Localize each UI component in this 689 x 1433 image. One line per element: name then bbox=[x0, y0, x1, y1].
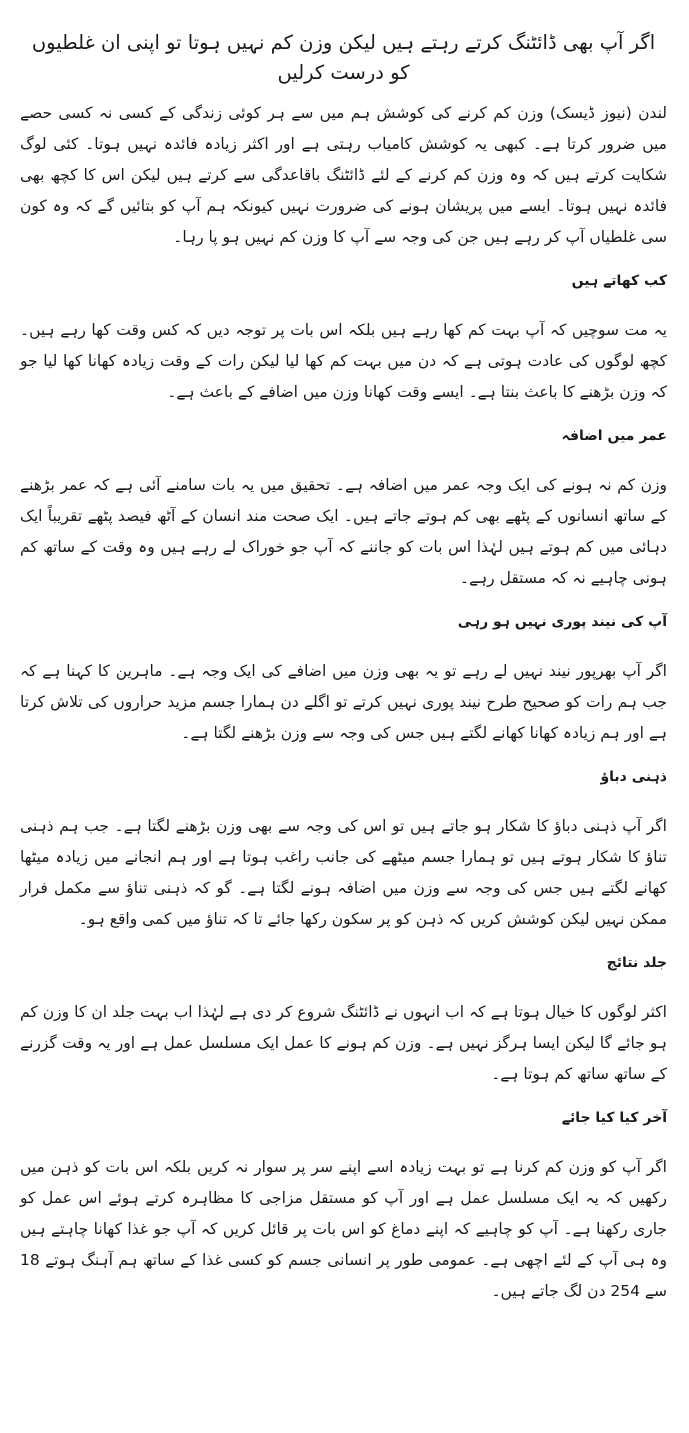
section-body-sleep: اگر آپ بھرپور نیند نہیں لے رہے تو یہ بھی وزن میں اضافے کی ایک وجہ ہے۔ ماہرین کا کہنا ہے کہ جب ہم رات کو صحیح طرح نیند پوری نہیں کرتے تو اگلے دن ہمارا جسم مزید حراروں کی تلاش کرتا ہے اور ہم زیادہ کھانا کھانے لگتے ہیں جس کی وجہ سے وزن بڑھنے لگتا ہے۔ bbox=[20, 662, 667, 742]
section-body-age: وزن کم نہ ہونے کی ایک وجہ عمر میں اضافہ ہے۔ تحقیق میں یہ بات سامنے آئی ہے کہ عمر بڑھنے کے ساتھ انسانوں کے پٹھے بھی کم ہوتے جاتے ہیں۔ ایک صحت مند انسان کے آٹھ فیصد پٹھے تقریباً ایک دہائی میں کم ہوتے ہیں لہٰذا اس بات کو جاننے کہ آپ جو خوراک لے رہے ہیں وہ وقت کے ساتھ کم ہونی چاہیے نہ کہ مستقل رہے۔ bbox=[20, 476, 667, 587]
section-body-what-to-do: اگر آپ کو وزن کم کرنا ہے تو بہت زیادہ اسے اپنے سر پر سوار نہ کریں بلکہ اس بات کو ذہن میں رکھیں کہ یہ ایک مسلسل عمل ہے اور آپ کو مستقل مزاجی کا مظاہرہ کرتے ہوئے اس عمل کو جاری رکھنا ہے۔ آپ کو چاہیے کہ اپنے دماغ کو اس بات پر قائل کریں کہ آپ جو غذا کھانا چاہتے ہیں وہ ہی آپ کے لئے اچھی ہے۔ عمومی طور پر انسانی جسم کو کسی غذا کے ساتھ ہم آہنگ ہوتے 18 سے 254 دن لگ جاتے ہیں۔ bbox=[20, 1158, 667, 1300]
article-title: اگر آپ بھی ڈائٹنگ کرتے رہتے ہیں لیکن وزن کم نہیں ہوتا تو اپنی ان غلطیوں کو درست کرلیں bbox=[31, 31, 656, 84]
section-body-stress: اگر آپ ذہنی دباؤ کا شکار ہو جاتے ہیں تو اس کی وجہ سے بھی وزن بڑھنے لگتا ہے۔ جب ہم ذہنی تناؤ کا شکار ہوتے ہیں تو ہمارا جسم میٹھے کی جانب راغب ہوتا ہے اور ہم انجانے میں زیادہ میٹھا کھانے لگتے ہیں جس کی وجہ سے وزن میں اضافہ ہونے لگتا ہے۔ گو کہ ذہنی تناؤ سے مکمل فرار ممکن نہیں لیکن کوشش کریں کہ ذہن کو پر سکون رکھا جائے تا کہ تناؤ میں کمی واقع ہو۔ bbox=[20, 817, 667, 928]
section-heading-stress: ذہنی دباؤ bbox=[600, 769, 667, 785]
section-heading-age: عمر میں اضافہ bbox=[561, 428, 667, 444]
section-body-quick-results: اکثر لوگوں کا خیال ہوتا ہے کہ اب انہوں نے ڈائٹنگ شروع کر دی ہے لہٰذا اب بہت جلد ان کا وزن کم ہو جائے گا لیکن ایسا ہرگز نہیں ہے۔ وزن کم ہونے کا عمل ایک مسلسل عمل ہے اور یہ وقت گزرنے کے ساتھ ساتھ کم ہوتا ہے۔ bbox=[20, 1003, 667, 1083]
section-body-when-eat: یہ مت سوچیں کہ آپ بہت کم کھا رہے ہیں بلکہ اس بات پر توجہ دیں کہ کس وقت کھا رہے ہیں۔ کچھ لوگوں کی عادت ہوتی ہے کہ دن میں بہت کم کھا لیا لیکن رات کے وقت زیادہ کھانا کھا لیا جو کہ وزن بڑھنے کا باعث بنتا ہے۔ ایسے وقت کھانا وزن میں اضافے کے باعث ہے۔ bbox=[20, 321, 667, 401]
section-heading-when-eat: کب کھاتے ہیں bbox=[571, 273, 667, 289]
article-intro: لندن (نیوز ڈیسک) وزن کم کرنے کی کوشش ہم میں سے ہر کوئی زندگی کے کسی نہ کسی حصے میں ضرور کرتا ہے۔ کبھی یہ کوشش کامیاب رہتی ہے اور اکثر زیادہ فائدہ نہیں ہوتا۔ کئی لوگ شکایت کرتے ہیں کہ وہ وزن کم کرنے کے لئے ڈائٹنگ باقاعدگی سے کرتے ہیں لیکن اس کا کچھ بھی فائدہ نہیں ہوتا۔ ایسے میں پریشان ہونے کی ضرورت نہیں کیونکہ ہم آپ کو بتائیں گے کہ وہ کون سی غلطیاں آپ کر رہے ہیں جن کی وجہ سے آپ کا وزن کم نہیں ہو پا رہا۔ bbox=[20, 104, 667, 246]
section-heading-what-to-do: آخر کیا کیا جائے bbox=[561, 1110, 667, 1126]
article bbox=[20, 28, 667, 1307]
section-heading-sleep: آپ کی نیند پوری نہیں ہو رہی bbox=[457, 614, 667, 630]
section-heading-quick-results: جلد نتائج bbox=[606, 955, 667, 971]
